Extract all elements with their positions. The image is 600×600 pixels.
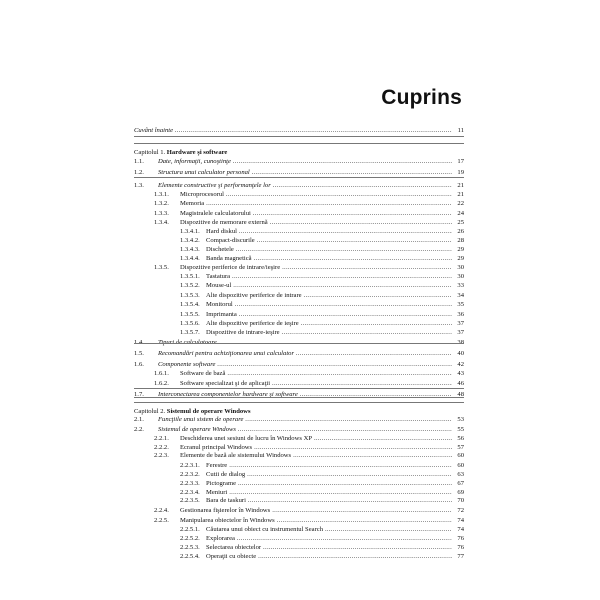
toc-entry-text: Elemente constructive şi performanţele lor — [158, 182, 271, 189]
toc-entry — [134, 496, 464, 506]
toc-page-number: 42 — [452, 360, 464, 370]
toc-entry-number: 2.2.3.4. — [180, 489, 200, 496]
toc-entry-text: Monitorul — [206, 301, 233, 308]
toc-entry-text: Magistralele calculatorului — [180, 210, 251, 217]
toc-entry-number: 1.3.5.6. — [180, 320, 200, 327]
toc-entry-number: 1.6.1. — [154, 370, 169, 377]
toc-entry — [134, 349, 464, 359]
toc-entry-number: 1.3.4.2. — [180, 237, 200, 244]
toc-entry-text: Compact-discurile — [206, 237, 255, 244]
toc-entry-text: Dispozitive de memorare externă — [180, 219, 268, 226]
toc-entry-text: Alte dispozitive periferice de intrare — [206, 292, 302, 299]
toc-entry-number: 2.2.5.2. — [180, 535, 200, 542]
toc-entry-number: 1.6.2. — [154, 380, 169, 387]
toc-entry-text: Tastatura — [206, 273, 231, 280]
toc-entry-number: 2.2. — [134, 426, 144, 433]
toc-entry-number: 1.3.5. — [154, 264, 169, 271]
toc-entry-text: Ecranul principal Windows — [180, 444, 253, 451]
toc-entry-number: 1.3.5.3. — [180, 292, 200, 299]
divider-rule — [134, 397, 464, 398]
toc-entry-title — [180, 199, 452, 209]
toc-entry-number: 2.2.5.1. — [180, 526, 200, 533]
toc-page-number: 63 — [452, 470, 464, 480]
toc-entry-number: 1.7. — [134, 391, 144, 398]
toc-page-number: 21 — [452, 190, 464, 200]
toc-entry-text: Dischetele — [206, 246, 234, 253]
toc-entry-text: Dispozitive de intrare-ieşire — [206, 329, 280, 336]
toc-entry-text: Cutii de dialog — [206, 471, 246, 478]
toc-entry-title — [206, 300, 452, 310]
divider-rule — [134, 136, 464, 137]
toc-page-number: 53 — [452, 415, 464, 425]
toc-entry-number: 1.3.5.1. — [180, 273, 200, 280]
toc-entry-text: Date, informaţii, cunoştinţe — [158, 158, 231, 165]
toc-entry-number: 1.3.4. — [154, 219, 169, 226]
toc-entry-text: Bara de taskuri — [206, 497, 246, 504]
toc-entry-number: 2.2.3. — [154, 452, 169, 459]
divider-rule — [134, 143, 464, 144]
toc-entry — [134, 300, 464, 310]
toc-entry-text: Mouse-ul — [206, 282, 232, 289]
toc-entry-title — [180, 506, 452, 516]
toc-entry-text: Gestionarea fişierelor în Windows — [180, 507, 271, 514]
toc-entry-number: 1.4. — [134, 339, 144, 346]
toc-page-number: 55 — [452, 425, 464, 435]
toc-entry-number: 1.3.5.2. — [180, 282, 200, 289]
toc-entry-text: Interconectarea componentelor hardware şi software — [158, 391, 298, 398]
toc-entry-text: Cuvânt înainte — [134, 127, 174, 134]
toc-entry-text: Structura unui calculator personal — [158, 169, 250, 176]
toc-entry — [134, 199, 464, 209]
toc-entry-text: Manipularea obiectelor în Windows — [180, 517, 275, 524]
toc-entry-number: 1.3.4.4. — [180, 255, 200, 262]
toc-entry-number: 1.3.4.1. — [180, 228, 200, 235]
toc-page-number: 24 — [452, 209, 464, 219]
toc-page-number: 21 — [452, 181, 464, 191]
toc-page-number: 36 — [452, 310, 464, 320]
toc-page-number: 19 — [452, 168, 464, 178]
toc-entry-text: Operaţii cu obiecte — [206, 553, 257, 560]
toc-entry-text: Memoria — [180, 200, 205, 207]
toc-entry-number: 1.1. — [134, 158, 144, 165]
toc-page-number: 67 — [452, 479, 464, 489]
toc-entry-title — [180, 451, 452, 461]
toc-page-number: 69 — [452, 488, 464, 498]
toc-entry-number: 1.5. — [134, 350, 144, 357]
toc-page-number: 77 — [452, 552, 464, 562]
toc-entry-title — [206, 552, 452, 562]
toc-entry-title — [134, 126, 452, 136]
toc-entry-text: Componente software — [158, 361, 216, 368]
toc-entry-text: Meniuri — [206, 489, 228, 496]
toc-entry-number: 2.2.5.3. — [180, 544, 200, 551]
toc-entry — [134, 157, 464, 167]
toc-entry — [134, 451, 464, 461]
toc-entry-number: 2.2.4. — [154, 507, 169, 514]
toc-entry-number: 1.3.3. — [154, 210, 169, 217]
divider-rule — [134, 343, 464, 344]
toc-entry-number: 1.6. — [134, 361, 144, 368]
toc-chapter-title: Hardware şi software — [166, 149, 228, 156]
toc-entry-title — [158, 157, 452, 167]
toc-entry-title — [158, 349, 452, 359]
toc-page-number: 11 — [452, 126, 464, 136]
toc-page-number: 28 — [452, 236, 464, 246]
toc-page-number: 22 — [452, 199, 464, 209]
toc-chapter-title: Sistemul de operare Windows — [166, 408, 251, 415]
toc-entry-text: Sistemul de operare Windows — [158, 426, 236, 433]
toc-entry — [134, 126, 464, 136]
toc-entry-text: Hard diskul — [206, 228, 237, 235]
toc-entry-number: 1.3.1. — [154, 191, 169, 198]
toc-entry — [134, 281, 464, 291]
divider-rule — [134, 177, 464, 178]
toc-page-number: 33 — [452, 281, 464, 291]
toc-entry-number: 2.2.5.4. — [180, 553, 200, 560]
toc-entry-number: 2.2.1. — [154, 435, 169, 442]
toc-entry-text: Tipuri de calculatoare — [158, 339, 217, 346]
toc-entry — [134, 415, 464, 425]
toc-entry-number: 2.1. — [134, 416, 144, 423]
toc-entry-number: 1.3.5.4. — [180, 301, 200, 308]
toc-entry-text: Elemente de bază ale sistemului Windows — [180, 452, 292, 459]
toc-entry-text: Software de bază — [180, 370, 226, 377]
toc-page-number: 29 — [452, 254, 464, 264]
toc-entry-text: Banda magnetică — [206, 255, 252, 262]
toc-page-number: 57 — [452, 443, 464, 453]
toc-entry-text: Microprocesorul — [180, 191, 224, 198]
toc-entry — [134, 506, 464, 516]
toc-entry-title — [206, 328, 452, 338]
toc-entry-text: Deschiderea unei sesiuni de lucru în Windows XP — [180, 435, 313, 442]
toc-entry-number: 1.2. — [134, 169, 144, 176]
toc-page-number: 40 — [452, 349, 464, 359]
toc-entry-text: Capitolul 1. — [134, 149, 166, 156]
toc-entry — [134, 369, 464, 379]
toc-page-number: 38 — [452, 338, 464, 348]
toc-entry-text: Explorarea — [206, 535, 235, 542]
toc-entry-text: Imprimanta — [206, 311, 237, 318]
toc-page-number: 29 — [452, 245, 464, 255]
toc-entry-number: 1.3.2. — [154, 200, 169, 207]
toc-page-number: 48 — [452, 390, 464, 400]
toc-entry-number: 2.2.3.5. — [180, 497, 200, 504]
divider-rule — [134, 388, 464, 389]
toc-page-number: 26 — [452, 227, 464, 237]
toc-entry-text: Selectarea obiectelor — [206, 544, 262, 551]
toc-entry — [134, 390, 464, 400]
toc-entry-title — [158, 415, 452, 425]
toc-entry-title — [158, 390, 452, 400]
toc-entry-number: 2.2.5. — [154, 517, 169, 524]
toc-entry — [134, 328, 464, 338]
toc-entry-title — [206, 496, 452, 506]
toc-page-number: 60 — [452, 451, 464, 461]
toc-entry-text: Ferestre — [206, 462, 228, 469]
toc-entry-title — [206, 281, 452, 291]
toc-entry — [134, 552, 464, 562]
toc-entry-number: 1.3. — [134, 182, 144, 189]
toc-entry-number: 2.2.2. — [154, 444, 169, 451]
toc-page-number: 34 — [452, 291, 464, 301]
toc-entry-number: 1.3.5.5. — [180, 311, 200, 318]
toc-entry-text: Căutarea unui obiect cu instrumentul Search — [206, 526, 324, 533]
toc-entry-text: Pictograme — [206, 480, 237, 487]
toc-page-number: 46 — [452, 379, 464, 389]
toc-entry-text: Alte dispozitive periferice de ieşire — [206, 320, 299, 327]
toc-entry-title — [180, 369, 452, 379]
toc-page-number: 43 — [452, 369, 464, 379]
toc-page-number: 37 — [452, 319, 464, 329]
toc-entry-number: 2.2.3.2. — [180, 471, 200, 478]
toc-entry-text: Funcţiile unui sistem de operare — [158, 416, 244, 423]
toc-page-number: 70 — [452, 496, 464, 506]
toc-page-number: 74 — [452, 525, 464, 535]
toc-page-number: 76 — [452, 534, 464, 544]
toc-page-number: 56 — [452, 434, 464, 444]
toc-page-number: 30 — [452, 272, 464, 282]
toc-entry-number: 1.3.4.3. — [180, 246, 200, 253]
toc-page-number: 25 — [452, 218, 464, 228]
toc-page-number: 30 — [452, 263, 464, 273]
toc-entry-number: 1.3.5.7. — [180, 329, 200, 336]
toc-entry-text: Recomandări pentru achiziţionarea unui calculator — [158, 350, 295, 357]
toc-entry-number: 2.2.3.3. — [180, 480, 200, 487]
toc-entry-text: Software specializat şi de aplicaţii — [180, 380, 271, 387]
page-title: Cuprins — [381, 86, 462, 109]
toc-entry-text: Capitolul 2. — [134, 408, 166, 415]
toc-entry-text: Dispozitive periferice de intrare/ieşire — [180, 264, 281, 271]
toc-entry-number: 2.2.3.1. — [180, 462, 200, 469]
toc-page-number: 72 — [452, 506, 464, 516]
toc-page-number: 74 — [452, 516, 464, 526]
toc-page-number: 17 — [452, 157, 464, 167]
divider-rule — [134, 402, 464, 403]
toc-page-number: 37 — [452, 328, 464, 338]
toc-page-number: 76 — [452, 543, 464, 553]
toc-page-number: 35 — [452, 300, 464, 310]
toc-page-number: 60 — [452, 461, 464, 471]
